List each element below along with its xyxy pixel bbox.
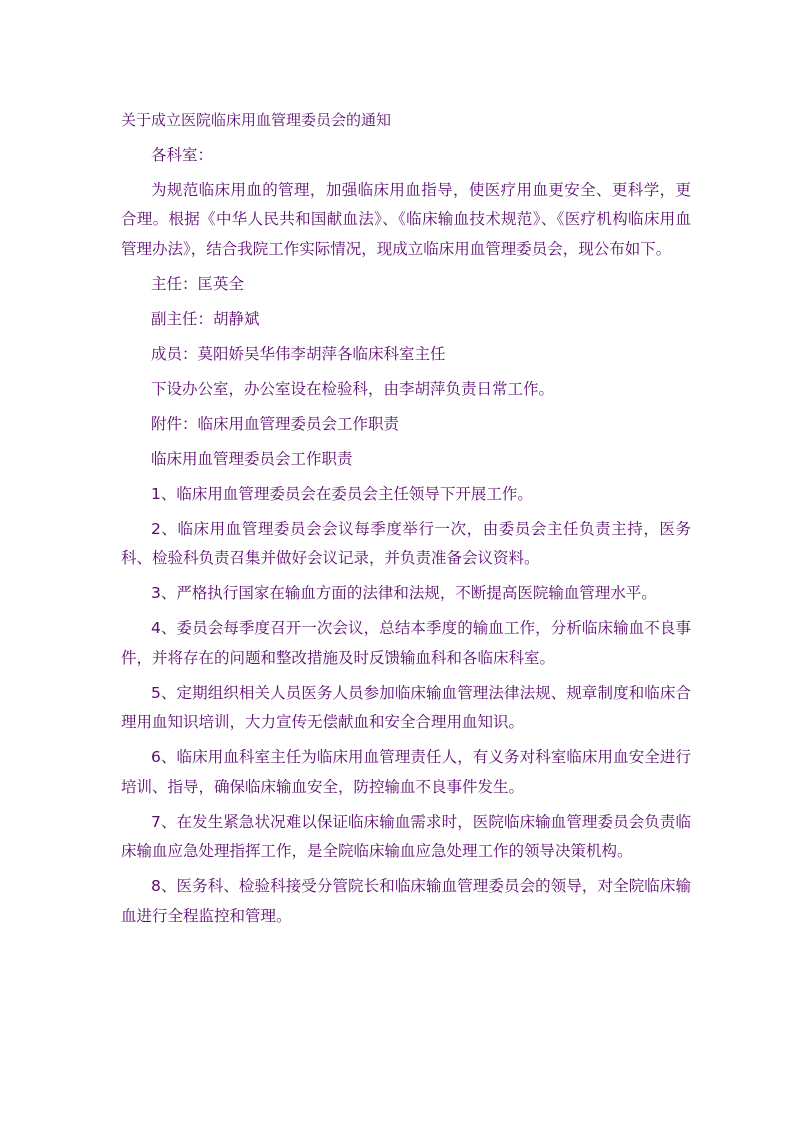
duty-item-7: 7、在发生紧急状况难以保证临床输血需求时，医院临床输血管理委员会负责临床输血应急处理指挥工作，是全院临床输血应急处理工作的领导决策机构。 — [121, 812, 691, 860]
attachment-line: 附件：临床用血管理委员会工作职责 — [151, 414, 400, 433]
salutation: 各科室： — [151, 145, 214, 164]
duty-item-1: 1、临床用血管理委员会在委员会主任领导下开展工作。 — [151, 484, 533, 503]
office-paragraph: 下设办公室，办公室设在检验科，由李胡萍负责日常工作。 — [151, 379, 555, 398]
intro-paragraph: 为规范临床用血的管理，加强临床用血指导，使医疗用血更安全、更科学，更合理。根据《中华人民共和国献血法》、《临床输血技术规范》、《医疗机构临床用血管理办法》，结合我院工作实际情况，现成立临床用血管理委员会，现公布如下。 — [121, 180, 691, 258]
member-deputy-director: 副主任：胡静斌 — [151, 309, 260, 328]
duty-item-3: 3、严格执行国家在输血方面的法律和法规，不断提高医院输血管理水平。 — [151, 584, 657, 602]
duty-item-4: 4、委员会每季度召开一次会议，总结本季度的输血工作，分析临床输血不良事件，并将存在的问题和整改措施及时反馈输血科和各临床科室。 — [121, 619, 691, 667]
document-title: 关于成立医院临床用血管理委员会的通知 — [121, 111, 392, 129]
duties-heading: 临床用血管理委员会工作职责 — [151, 449, 353, 468]
duty-item-8: 8、医务科、检验科接受分管院长和临床输血管理委员会的领导，对全院临床输血进行全程监控和管理。 — [121, 877, 691, 925]
document-body — [121, 106, 691, 931]
duty-item-6: 6、临床用血科室主任为临床用血管理责任人，有义务对科室临床用血安全进行培训、指导，确保临床输血安全，防控输血不良事件发生。 — [121, 748, 691, 796]
member-director: 主任：匡英全 — [151, 274, 245, 293]
duty-item-5: 5、定期组织相关人员医务人员参加临床输血管理法律法规、规章制度和临床合理用血知识培训，大力宣传无偿献血和安全合理用血知识。 — [121, 683, 691, 731]
member-list: 成员：莫阳娇吴华伟李胡萍各临床科室主任 — [151, 344, 446, 363]
duty-item-2: 2、临床用血管理委员会会议每季度举行一次，由委员会主任负责主持，医务科、检验科负责召集并做好会议记录，并负责准备会议资料。 — [121, 519, 691, 567]
